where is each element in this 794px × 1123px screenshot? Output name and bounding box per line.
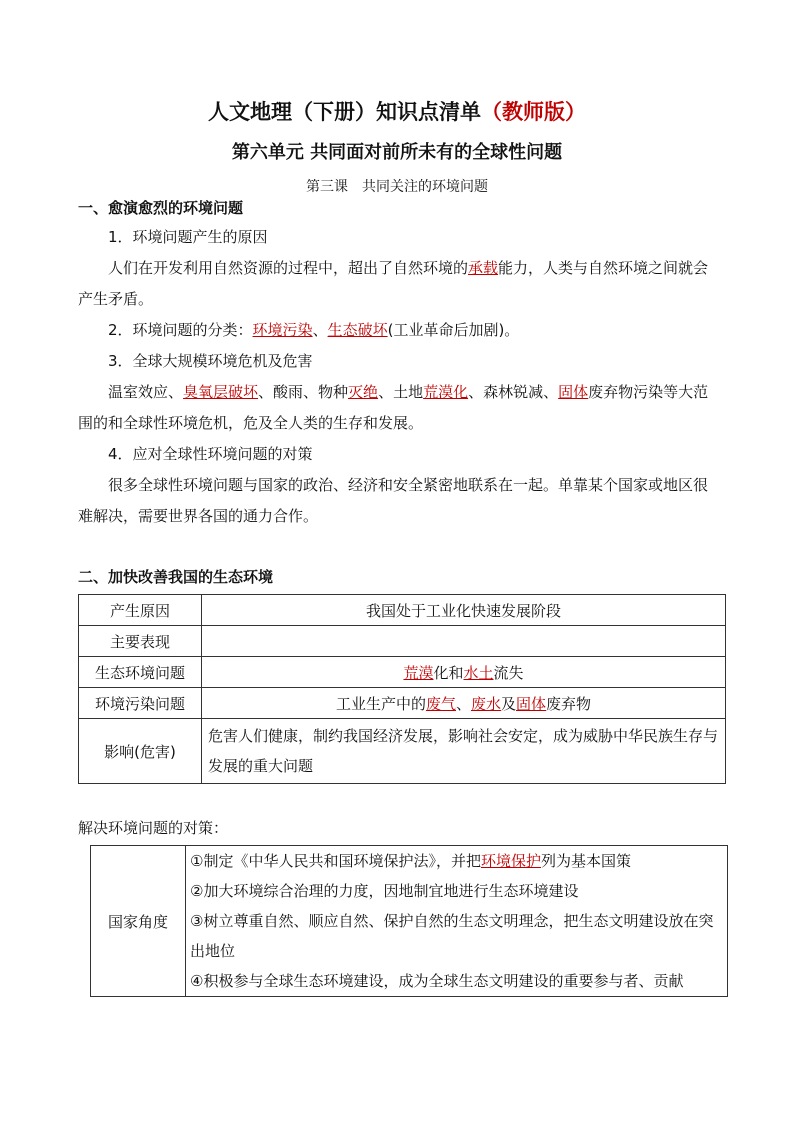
row-value [202,688,726,719]
keyword-waste-gas: 废气 [425,694,456,713]
item3-b: 、酸雨、物种 [258,383,349,401]
item2-suffix: (工业革命后加剧)。 [387,321,520,339]
lesson-heading: 第三课 共同关注的环境问题 [306,179,488,195]
keyword-env-protection: 环境保护 [480,852,541,870]
solution-item: ④积极参与全球生态环境建设，成为全球生态文明建设的重要参与者、贡献 [190,972,684,990]
row-key: 国家角度 [91,846,186,997]
row-key: 主要表现 [79,626,202,657]
section1-heading: 一、愈演愈烈的环境问题 [78,199,244,217]
eco-environment-table [78,594,726,784]
item3-c: 、土地 [378,383,424,401]
title-tag: （教师版） [481,100,586,124]
row-value: 我国处于工业化快速发展阶段 [202,595,726,626]
row-value: 危害人们健康，制约我国经济发展，影响社会安定，成为威胁中华民族生存与发展的重大问题 [202,719,726,784]
table-row [79,688,726,719]
item4-title: 4．应对全球性环境问题的对策 [108,445,313,463]
item3-d: 、森林锐减、 [468,383,559,401]
unit-heading: 第六单元 共同面对前所未有的全球性问题 [231,142,563,163]
text-sep: 、 [455,694,471,713]
item2-sep: 、 [312,321,328,339]
item3-text [78,377,718,439]
row-value-empty [202,626,726,657]
section2-heading: 二、加快改善我国的生态环境 [78,568,274,586]
solution-label: 解决环境问题的对策： [78,819,229,837]
text-pre: 工业生产中的 [335,694,426,713]
item3-e: 废弃物污染等大范围的和全球性环境危机，危及全人类的生存和发展。 [78,383,709,432]
item3-title: 3．全球大规模环境危机及危害 [108,352,313,370]
table-row [79,626,726,657]
text-tail: 流失 [493,663,524,682]
row-key: 影响(危害) [79,719,202,784]
keyword-eco-damage: 生态破坏 [327,321,388,339]
keyword-pollution: 环境污染 [252,321,313,339]
row-value [186,846,728,997]
keyword-chengzai: 承载 [468,259,499,277]
item4-text: 很多全球性环境问题与国家的政治、经济和安全紧密地联系在一起。单靠某个国家或地区很难解决，需要世界各国的通力合作。 [78,476,709,525]
keyword-desert: 荒漠 [403,663,434,682]
row-value [202,657,726,688]
item1-text-a: 人们在开发利用自然资源的过程中，超出了自然环境的 [108,259,469,277]
row-key: 环境污染问题 [79,688,202,719]
text-mid: 化和 [433,663,464,682]
keyword-ozone: 臭氧层破坏 [183,383,259,401]
item1-text [78,253,718,315]
row-key: 产生原因 [79,595,202,626]
solution-item-post: 列为基本国策 [540,852,631,870]
text-and: 及 [501,694,517,713]
keyword-extinction: 灭绝 [348,383,379,401]
solution-item [190,846,723,876]
solution-item: ③树立尊重自然、顺应自然、保护自然的生态文明理念，把生态文明建设放在突出地位 [190,912,714,960]
item1-text-b: 能力，人类与自然环境之间就会产生矛盾。 [78,259,709,308]
item2-prefix: 2．环境问题的分类： [108,321,253,339]
solution-table [90,845,728,997]
title-main: 人文地理（下册）知识点清单 [208,100,481,124]
keyword-desertification: 荒漠化 [423,383,469,401]
table-row [79,657,726,688]
item1-title: 1．环境问题产生的原因 [108,228,268,246]
text-tail: 废弃物 [546,694,592,713]
keyword-solid: 固体 [516,694,547,713]
solution-item: ②加大环境综合治理的力度，因地制宜地进行生态环境建设 [190,882,579,900]
solution-item-pre: ①制定《中华人民共和国环境保护法》，并把 [190,852,481,870]
keyword-solid: 固体 [558,383,589,401]
table-row [79,719,726,784]
table-row [79,595,726,626]
keyword-soil-water: 水土 [463,663,494,682]
item2-text [78,315,718,346]
item3-a: 温室效应、 [108,383,184,401]
keyword-waste-water: 废水 [470,694,501,713]
row-key: 生态环境问题 [79,657,202,688]
document-title [0,96,794,126]
table-row [91,846,728,997]
